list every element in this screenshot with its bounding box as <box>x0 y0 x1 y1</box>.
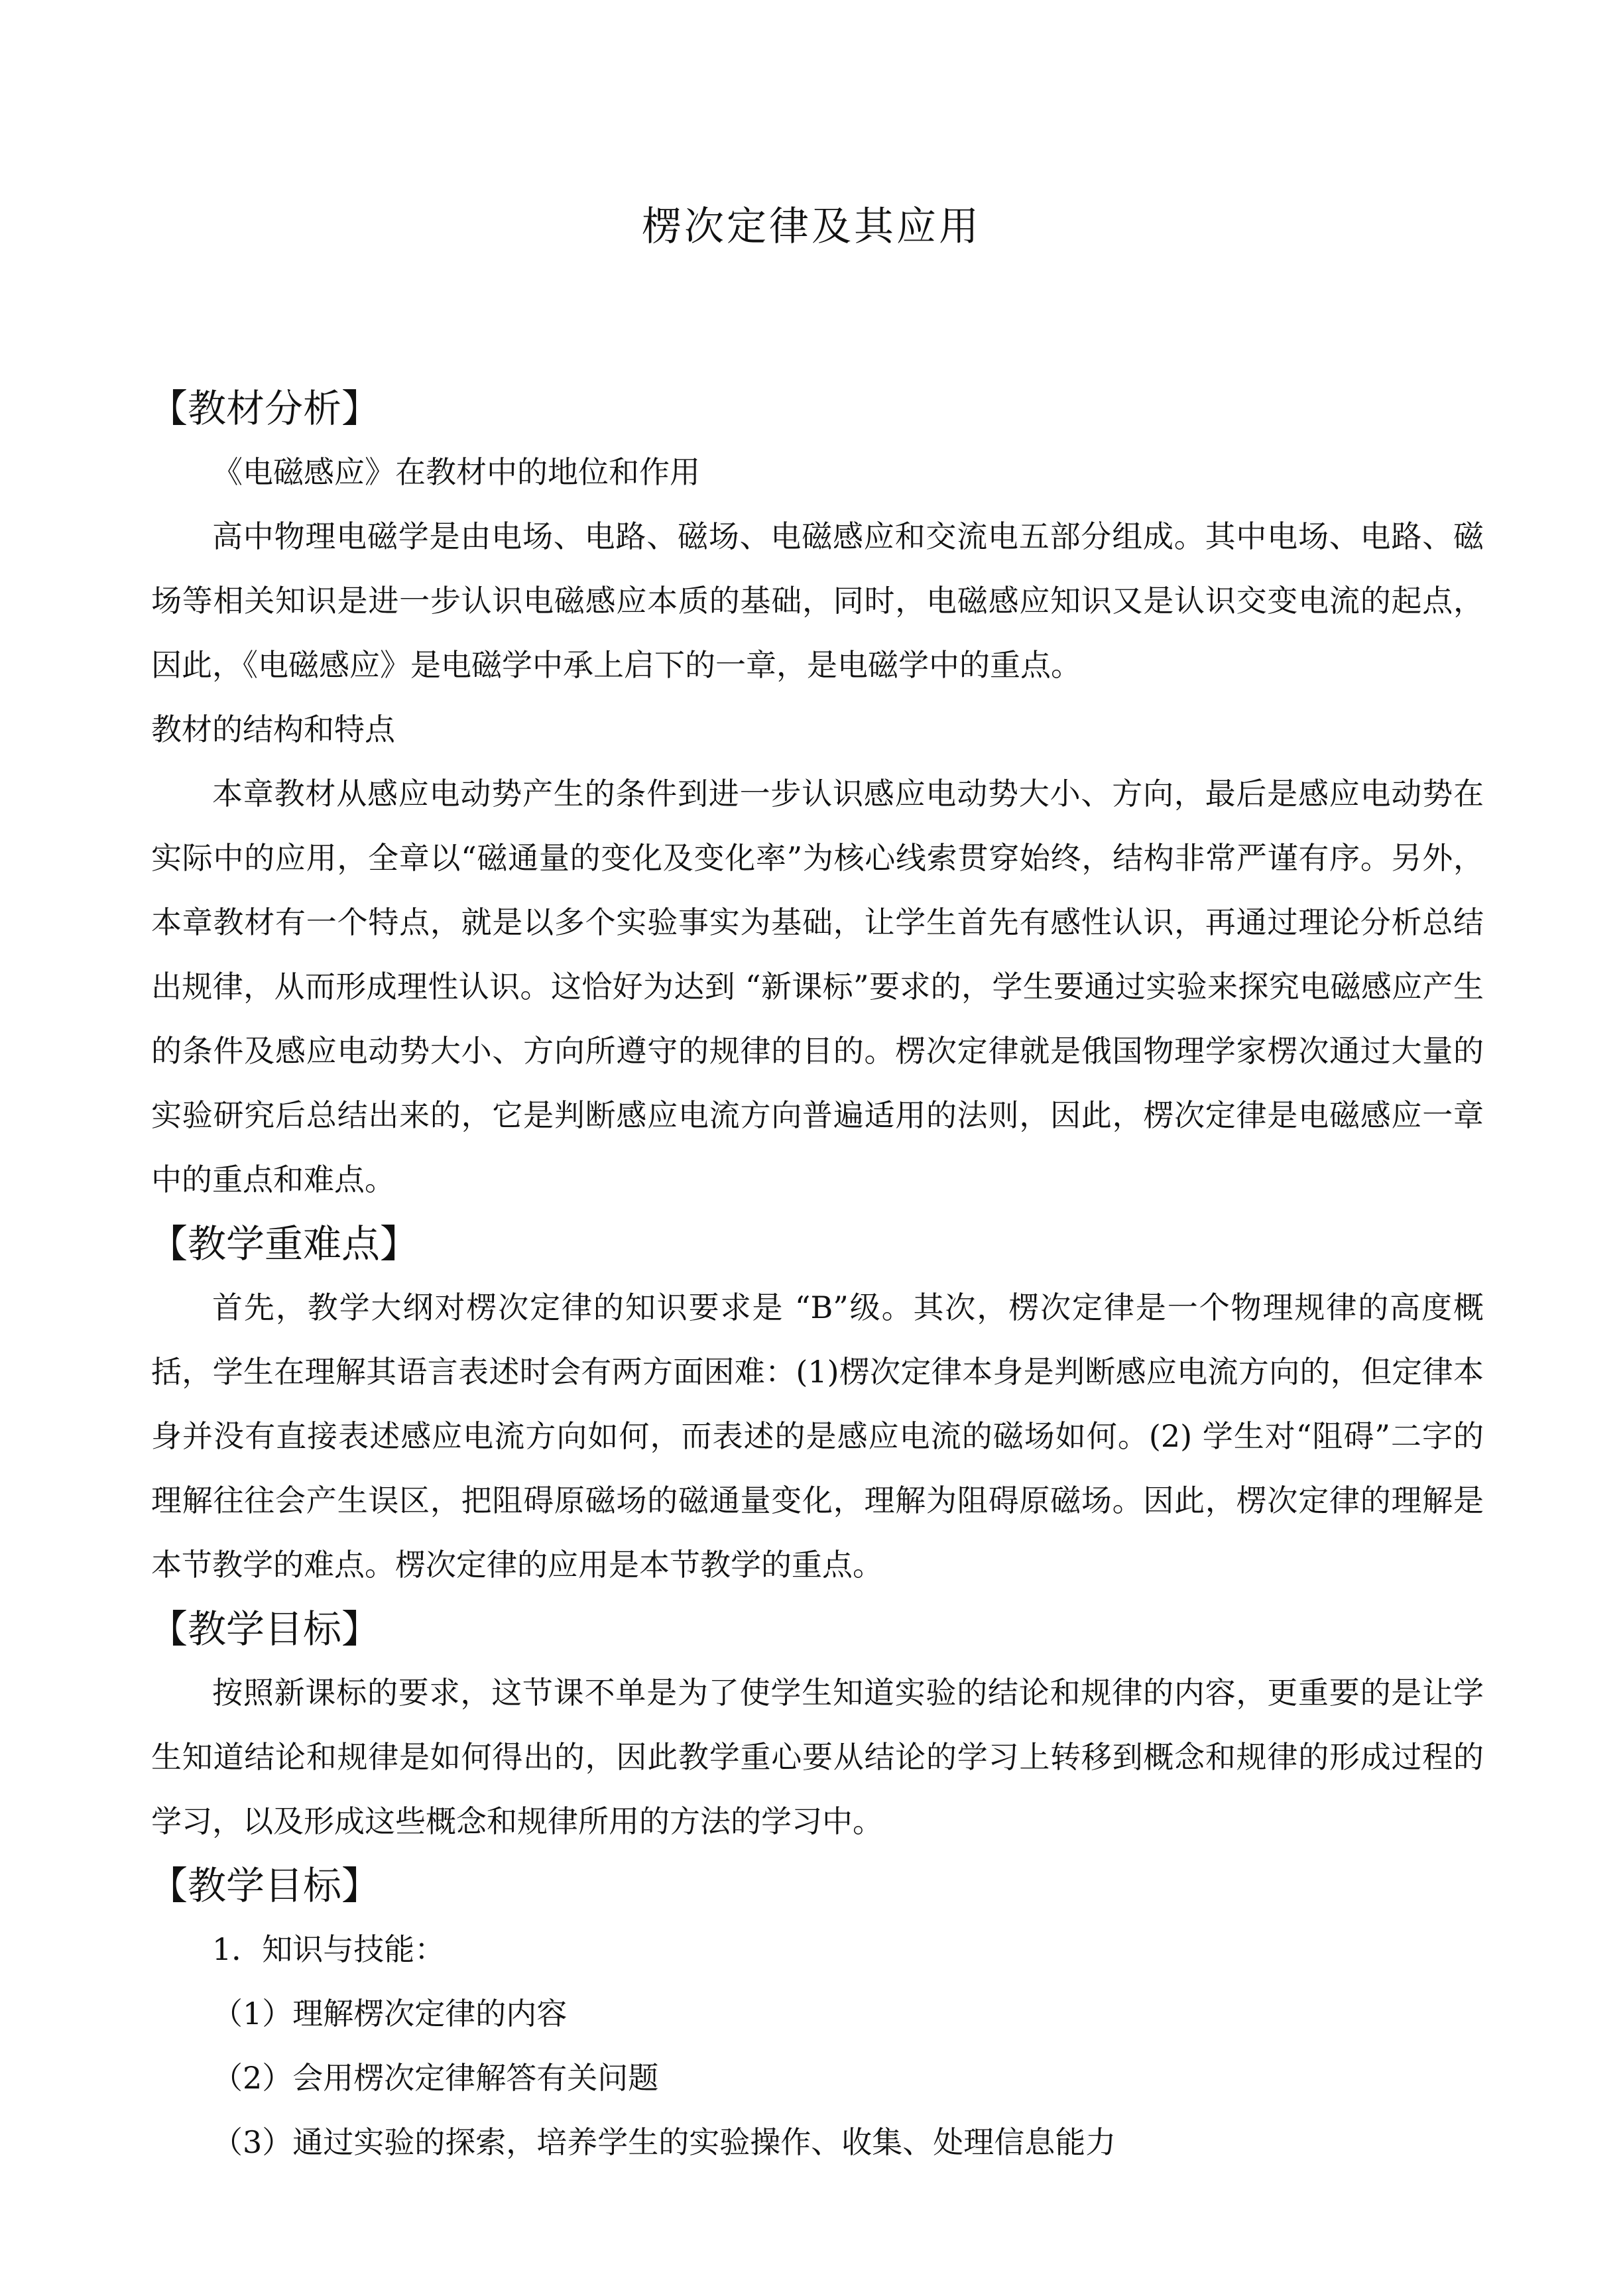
list-item: （3）通过实验的探索，培养学生的实验操作、收集、处理信息能力 <box>212 2124 1116 2160</box>
section-heading-teaching-goals: 【教学目标】 <box>149 1606 381 1652</box>
paragraph-teaching-goals: 按照新课标的要求，这节课不单是为了使学生知道实验的结论和规律的内容，更重要的是让学生知道结论和规律是如何得出的，因此教学重心要从结论的学习上转移到概念和规律的形成过程的学习，以及形成这些概念和规律所用的方法的学习中。 <box>151 1675 1484 1839</box>
objective-group-knowledge-skills: 1．知识与技能： <box>212 1931 446 1967</box>
paragraph-electromagnetism-overview: 高中物理电磁学是由电场、电路、磁场、电磁感应和交流电五部分组成。其中电场、电路、磁场等相关知识是进一步认识电磁感应本质的基础，同时，电磁感应知识又是认识交变电流的起点，因此，《电磁感应》是电磁学中承上启下的一章，是电磁学中的重点。 <box>151 518 1484 683</box>
page-title: 楞次定律及其应用 <box>642 204 981 250</box>
section-heading-key-points: 【教学重难点】 <box>149 1221 419 1266</box>
subheading-role: 《电磁感应》在教材中的地位和作用 <box>212 454 700 490</box>
document-body <box>151 377 1484 2175</box>
section-heading-material-analysis: 【教材分析】 <box>149 386 381 431</box>
subheading-structure: 教材的结构和特点 <box>151 711 395 747</box>
section-heading-teaching-objectives: 【教学目标】 <box>149 1863 381 1908</box>
list-item: （2）会用楞次定律解答有关问题 <box>212 2060 659 2096</box>
paragraph-key-points: 首先，教学大纲对楞次定律的知识要求是 “B”级。其次，楞次定律是一个物理规律的高度概括，学生在理解其语言表述时会有两方面困难：(1)楞次定律本身是判断感应电流方向的，但定律本身并没有直接表述感应电流方向如何，而表述的是感应电流的磁场如何。(2) 学生对“阻碍”二字的理解往往会产生误区，把阻碍原磁场的磁通量变化，理解为阻碍原磁场。因此，楞次定律的理解是本节教学的难点。楞次定律的应用是本节教学的重点。 <box>151 1290 1484 1583</box>
list-item: （1）理解楞次定律的内容 <box>212 1996 568 2031</box>
paragraph-structure-features: 本章教材从感应电动势产生的条件到进一步认识感应电动势大小、方向，最后是感应电动势在实际中的应用，全章以“磁通量的变化及变化率”为核心线索贯穿始终，结构非常严谨有序。另外，本章教材有一个特点，就是以多个实验事实为基础，让学生首先有感性认识，再通过理论分析总结出规律，从而形成理性认识。这恰好为达到 “新课标”要求的，学生要通过实验来探究电磁感应产生的条件及感应电动势大小、方向所遵守的规律的目的。楞次定律就是俄国物理学家楞次通过大量的实验研究后总结出来的，它是判断感应电流方向普遍适用的法则，因此，楞次定律是电磁感应一章中的重点和难点。 <box>151 776 1484 1197</box>
